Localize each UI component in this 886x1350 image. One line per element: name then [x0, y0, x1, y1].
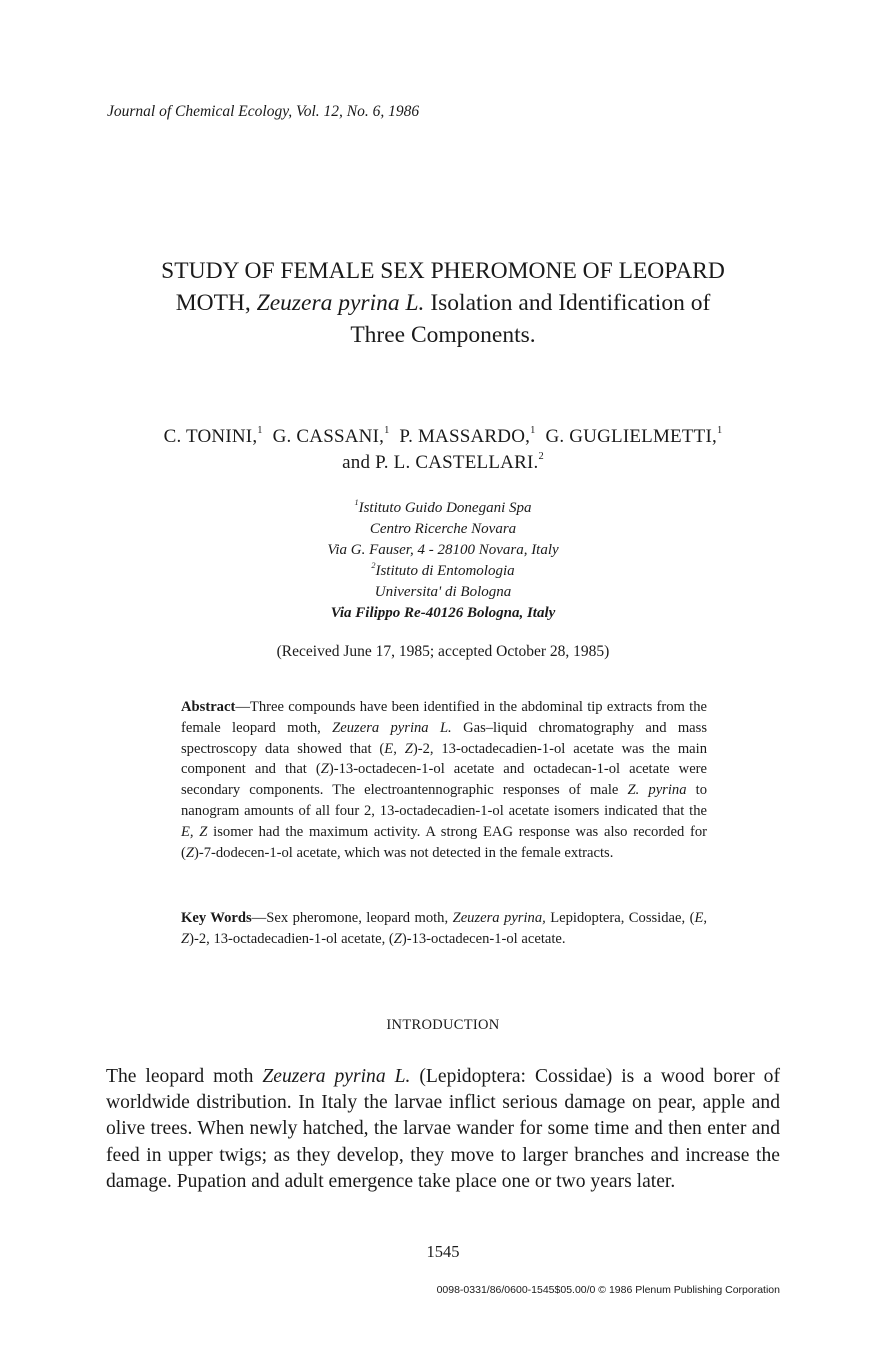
affil-2-line-1 — [0, 561, 886, 582]
abstract-isomer: Z — [185, 844, 194, 861]
author-list — [0, 424, 886, 476]
author-line-1 — [0, 424, 886, 450]
abstract-isomer: Z — [404, 740, 413, 757]
keywords-text: )-2, 13-octadecadien-1-ol acetate, ( — [189, 930, 394, 947]
author: and P. L. CASTELLARI. — [342, 452, 539, 473]
title-prefix: MOTH, — [175, 290, 251, 316]
author-affil-mark: 1 — [530, 425, 536, 437]
abstract-text: )-13-octadecen-1-ol acetate and octadecan-1-ol acetate were secondary components. The electroantennographic responses of male — [181, 761, 708, 799]
author-affil-mark: 1 — [257, 425, 263, 437]
copyright-footer: 0098-0331/86/0600-1545$05.00/0 © 1986 Plenum Publishing Corporation — [436, 1284, 780, 1296]
keywords-text: )-13-octadecen-1-ol acetate. — [401, 930, 566, 947]
intro-species: Zeuzera pyrina L. — [262, 1066, 411, 1087]
keywords-text: Lepidoptera, Cossidae, ( — [550, 910, 695, 926]
author: G. GUGLIELMETTI, — [545, 426, 717, 447]
keywords-text: —Sex pheromone, leopard moth, — [251, 910, 449, 926]
abstract-text: to nanogram amounts of all four 2, 13-octadecadien-1-ol acetate isomers indicated that the — [181, 782, 707, 819]
affil-mark: 2 — [371, 561, 376, 570]
abstract — [181, 697, 707, 863]
abstract-text: Gas–liquid chromatography and mass spectroscopy data showed that ( — [181, 719, 708, 757]
keywords-isomer: Z — [181, 930, 190, 947]
abstract-isomer: Z — [320, 761, 329, 778]
affil-1-line-1 — [0, 498, 886, 519]
affil-2-line-3: Via Filippo Re-40126 Bologna, Italy — [330, 605, 556, 621]
keywords-text: , — [703, 910, 708, 926]
author-affil-mark: 1 — [384, 425, 390, 437]
abstract-species: Z. pyrina — [627, 782, 687, 799]
abstract-label: Abstract — [181, 699, 236, 715]
key-words — [181, 908, 707, 950]
affiliations — [0, 498, 886, 624]
author: P. MASSARDO, — [399, 426, 531, 447]
title-suffix: Isolation and Identification of — [430, 290, 711, 316]
title-line-1: STUDY OF FEMALE SEX PHEROMONE OF LEOPARD — [161, 258, 725, 284]
intro-text: The leopard moth — [106, 1066, 254, 1087]
section-heading: INTRODUCTION — [386, 1017, 500, 1033]
journal-citation: Journal of Chemical Ecology, Vol. 12, No. 6, 1986 — [107, 103, 420, 120]
intro-text: (Lepidoptera: Cossidae) is a wood borer of worldwide distribution. In Italy the larvae inflict serious damage on pear, apple and olive trees. When newly hatched, the larvae wander for some time and then enter and feed in upper twigs; as they develop, they move to larger branches and increase the damage. Pupation and adult emergence take place one or two years later. — [106, 1066, 781, 1192]
abstract-text: )-2, 13-octadecadien-1-ol acetate was the main component and that ( — [181, 740, 708, 778]
author-line-2 — [0, 450, 886, 476]
affil-text: Istituto di Entomologia — [375, 563, 515, 579]
page-number: 1545 — [426, 1242, 460, 1261]
abstract-text: isomer had the maximum activity. A strong EAG response was also recorded for ( — [181, 823, 708, 861]
abstract-isomer: E, Z — [181, 823, 208, 840]
keywords-species: Zeuzera pyrina, — [452, 910, 546, 926]
intro-paragraph — [106, 1064, 780, 1195]
affil-1-line-3: Via G. Fauser, 4 - 28100 Novara, Italy — [327, 542, 559, 558]
affil-text: Istituto Guido Donegani Spa — [358, 500, 532, 516]
abstract-species: Zeuzera pyrina L. — [332, 719, 452, 736]
title-species: Zeuzera pyrina L. — [256, 290, 425, 316]
paper-title — [0, 255, 886, 351]
affil-2-line-2: Universita' di Bologna — [374, 584, 512, 600]
title-line-2 — [0, 287, 886, 319]
author-affil-mark: 2 — [538, 451, 544, 463]
received-dates: (Received June 17, 1985; accepted October 28, 1985) — [276, 643, 610, 660]
keywords-isomer: Z — [393, 930, 402, 947]
keywords-label: Key Words — [181, 910, 252, 926]
author: G. CASSANI, — [272, 426, 385, 447]
abstract-isomer: E — [384, 740, 394, 757]
abstract-text: )-7-dodecen-1-ol acetate, which was not detected in the female extracts. — [194, 844, 614, 861]
affil-1-line-2: Centro Ricerche Novara — [369, 521, 517, 537]
abstract-text: , — [393, 740, 405, 757]
author: C. TONINI, — [163, 426, 258, 447]
keywords-isomer: E — [694, 910, 704, 926]
affil-mark: 1 — [354, 498, 359, 507]
author-affil-mark: 1 — [716, 425, 723, 437]
title-line-3: Three Components. — [350, 322, 536, 348]
abstract-text: —Three compounds have been identified in the abdominal tip extracts from the female leopard moth, — [181, 699, 707, 736]
